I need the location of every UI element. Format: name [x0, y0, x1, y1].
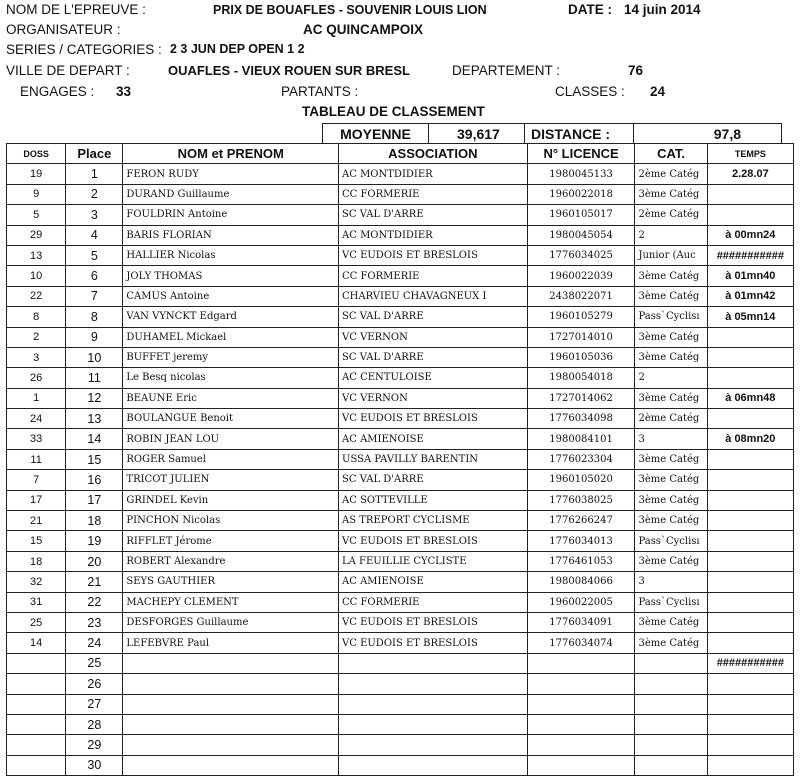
name-cell: VAN VYNCKT Edgard	[123, 307, 339, 327]
licence-cell: 1776034098	[527, 409, 635, 429]
place-cell: 14	[66, 429, 123, 449]
cat-cell	[635, 653, 707, 673]
association-cell: AC MONTDIDIER	[339, 225, 528, 245]
licence-cell	[527, 714, 635, 734]
temps-cell	[707, 531, 793, 551]
doss-cell: 15	[7, 531, 66, 551]
place-cell: 25	[66, 653, 123, 673]
name-cell	[123, 755, 339, 775]
table-row	[7, 551, 794, 571]
temps-cell	[707, 633, 793, 653]
association-cell: VC EUDOIS ET BRESLOIS	[339, 409, 528, 429]
cat-cell	[635, 694, 707, 714]
licence-cell: 1776034025	[527, 245, 635, 265]
doss-cell: 14	[7, 633, 66, 653]
licence-cell	[527, 674, 635, 694]
classes-label: CLASSES :	[555, 84, 625, 99]
doss-cell: 19	[7, 164, 66, 184]
doss-cell: 10	[7, 266, 66, 286]
licence-cell	[527, 653, 635, 673]
place-cell: 24	[66, 633, 123, 653]
organisateur-label: ORGANISATEUR :	[6, 22, 121, 37]
cat-cell: 3ème Catég	[635, 184, 707, 204]
doss-cell	[7, 735, 66, 755]
cat-cell: 3ème Catég	[635, 347, 707, 367]
temps-cell	[707, 714, 793, 734]
name-cell: DURAND Guillaume	[123, 184, 339, 204]
cat-cell: 3ème Catég	[635, 470, 707, 490]
name-cell: ROGER Samuel	[123, 449, 339, 469]
doss-cell: 24	[7, 409, 66, 429]
doss-cell	[7, 694, 66, 714]
licence-cell: 1960022039	[527, 266, 635, 286]
licence-cell: 1727014010	[527, 327, 635, 347]
table-row	[7, 653, 794, 673]
name-cell	[123, 653, 339, 673]
doss-cell: 3	[7, 347, 66, 367]
licence-cell: 1980045054	[527, 225, 635, 245]
table-row	[7, 409, 794, 429]
licence-cell: 1980045133	[527, 164, 635, 184]
table-row	[7, 470, 794, 490]
cat-cell: 2ème Catég	[635, 164, 707, 184]
temps-cell	[707, 347, 793, 367]
temps-cell	[707, 409, 793, 429]
name-cell: HALLIER Nicolas	[123, 245, 339, 265]
place-cell: 3	[66, 205, 123, 225]
cat-cell: 2ème Catég	[635, 205, 707, 225]
temps-cell	[707, 449, 793, 469]
place-cell: 19	[66, 531, 123, 551]
col-cat: CAT.	[635, 144, 707, 164]
temps-cell: à 01mn40	[707, 266, 793, 286]
cat-cell: 3	[635, 429, 707, 449]
table-row	[7, 511, 794, 531]
doss-cell: 21	[7, 511, 66, 531]
cat-cell	[635, 714, 707, 734]
place-cell: 2	[66, 184, 123, 204]
epreuve-value: PRIX DE BOUAFLES - SOUVENIR LOUIS LION	[213, 3, 487, 17]
table-row	[7, 490, 794, 510]
series-label: SERIES / CATEGORIES :	[6, 42, 162, 57]
temps-cell: à 01mn42	[707, 286, 793, 306]
licence-cell: 1960105020	[527, 470, 635, 490]
table-row	[7, 572, 794, 592]
name-cell: LEFEBVRE Paul	[123, 633, 339, 653]
place-cell: 17	[66, 490, 123, 510]
place-cell: 13	[66, 409, 123, 429]
association-cell	[339, 674, 528, 694]
temps-cell	[707, 592, 793, 612]
doss-cell: 18	[7, 551, 66, 571]
association-cell: CC FORMERIE	[339, 184, 528, 204]
cat-cell: 2ème Catég	[635, 409, 707, 429]
temps-cell: à 05mn14	[707, 307, 793, 327]
licence-cell: 2438022071	[527, 286, 635, 306]
name-cell: CAMUS Antoine	[123, 286, 339, 306]
doss-cell: 2	[7, 327, 66, 347]
licence-cell: 1960105017	[527, 205, 635, 225]
place-cell: 28	[66, 714, 123, 734]
temps-cell	[707, 205, 793, 225]
association-cell: AC CENTULOISE	[339, 368, 528, 388]
name-cell: MACHEPY CLEMENT	[123, 592, 339, 612]
name-cell: FOULDRIN Antoine	[123, 205, 339, 225]
col-licence: N° LICENCE	[527, 144, 635, 164]
departement-value: 76	[628, 63, 644, 78]
cat-cell: 3ème Catég	[635, 327, 707, 347]
association-cell: SC VAL D'ARRE	[339, 307, 528, 327]
licence-cell: 1776038025	[527, 490, 635, 510]
association-cell: VC EUDOIS ET BRESLOIS	[339, 245, 528, 265]
association-cell: AC AMIENOISE	[339, 572, 528, 592]
licence-cell: 1727014062	[527, 388, 635, 408]
organisateur-value: AC QUINCAMPOIX	[303, 22, 424, 37]
licence-cell: 1960022018	[527, 184, 635, 204]
temps-cell: à 08mn20	[707, 429, 793, 449]
place-cell: 15	[66, 449, 123, 469]
table-row	[7, 327, 794, 347]
temps-cell	[707, 511, 793, 531]
cat-cell: 2	[635, 225, 707, 245]
results-body	[7, 164, 794, 776]
name-cell	[123, 735, 339, 755]
place-cell: 7	[66, 286, 123, 306]
name-cell	[123, 714, 339, 734]
name-cell: BEAUNE Eric	[123, 388, 339, 408]
doss-cell: 32	[7, 572, 66, 592]
place-cell: 1	[66, 164, 123, 184]
doss-cell: 17	[7, 490, 66, 510]
cat-cell	[635, 755, 707, 775]
cat-cell: 3ème Catég	[635, 490, 707, 510]
temps-cell: à 06mn48	[707, 388, 793, 408]
temps-cell: 2.28.07	[707, 164, 793, 184]
place-cell: 22	[66, 592, 123, 612]
temps-cell	[707, 368, 793, 388]
association-cell: VC EUDOIS ET BRESLOIS	[339, 531, 528, 551]
cat-cell: 3ème Catég	[635, 511, 707, 531]
name-cell: ROBERT Alexandre	[123, 551, 339, 571]
licence-cell: 1776461053	[527, 551, 635, 571]
place-cell: 12	[66, 388, 123, 408]
name-cell: Le Besq nicolas	[123, 368, 339, 388]
name-cell: BUFFET jeremy	[123, 347, 339, 367]
table-row	[7, 388, 794, 408]
distance-value: 97,8	[713, 125, 741, 142]
doss-cell: 29	[7, 225, 66, 245]
association-cell: USSA PAVILLY BARENTIN	[339, 449, 528, 469]
table-row	[7, 245, 794, 265]
association-cell: LA FEUILLIE CYCLISTE	[339, 551, 528, 571]
doss-cell: 8	[7, 307, 66, 327]
epreuve-label: NOM DE L'EPREUVE :	[6, 2, 146, 17]
association-cell: AC MONTDIDIER	[339, 164, 528, 184]
doss-cell	[7, 653, 66, 673]
association-cell	[339, 735, 528, 755]
table-row	[7, 429, 794, 449]
licence-cell	[527, 735, 635, 755]
col-doss: DOSS	[7, 144, 66, 164]
licence-cell: 1776034074	[527, 633, 635, 653]
date-label: DATE :	[568, 2, 612, 17]
name-cell	[123, 694, 339, 714]
table-row	[7, 592, 794, 612]
temps-cell: ###########	[707, 653, 793, 673]
table-row	[7, 674, 794, 694]
name-cell: BOULANGUE Benoit	[123, 409, 339, 429]
association-cell: VC VERNON	[339, 388, 528, 408]
name-cell	[123, 674, 339, 694]
association-cell	[339, 653, 528, 673]
association-cell	[339, 755, 528, 775]
table-row	[7, 205, 794, 225]
cat-cell: 3ème Catég	[635, 449, 707, 469]
temps-cell: ###########	[707, 245, 793, 265]
temps-cell	[707, 674, 793, 694]
moyenne-value: 39,617	[429, 124, 525, 143]
association-cell: VC EUDOIS ET BRESLOIS	[339, 612, 528, 632]
col-temps: TEMPS	[707, 144, 793, 164]
temps-cell	[707, 694, 793, 714]
association-cell: AC AMIENOISE	[339, 429, 528, 449]
temps-cell	[707, 184, 793, 204]
cat-cell: Pass`Cyclisı	[635, 531, 707, 551]
temps-cell: à 00mn24	[707, 225, 793, 245]
name-cell: TRICOT JULIEN	[123, 470, 339, 490]
doss-cell: 1	[7, 388, 66, 408]
table-row	[7, 449, 794, 469]
cat-cell: Pass`Cyclisı	[635, 307, 707, 327]
table-row	[7, 347, 794, 367]
licence-cell: 1960022005	[527, 592, 635, 612]
temps-cell	[707, 327, 793, 347]
place-cell: 23	[66, 612, 123, 632]
col-name: NOM et PRENOM	[123, 144, 339, 164]
partants-label: PARTANTS :	[281, 84, 359, 99]
series-value: 2 3 JUN DEP OPEN 1 2	[170, 42, 305, 56]
association-cell: VC VERNON	[339, 327, 528, 347]
licence-cell: 1776023304	[527, 449, 635, 469]
place-cell: 6	[66, 266, 123, 286]
moyenne-label: MOYENNE	[323, 124, 429, 143]
place-cell: 18	[66, 511, 123, 531]
distance-label: DISTANCE :	[525, 124, 634, 143]
doss-cell: 26	[7, 368, 66, 388]
association-cell: SC VAL D'ARRE	[339, 205, 528, 225]
cat-cell: 2	[635, 368, 707, 388]
name-cell: BARIS FLORIAN	[123, 225, 339, 245]
table-header-row	[7, 144, 794, 164]
doss-cell: 11	[7, 449, 66, 469]
place-cell: 5	[66, 245, 123, 265]
cat-cell	[635, 674, 707, 694]
engages-value: 33	[116, 84, 132, 99]
licence-cell: 1980084066	[527, 572, 635, 592]
place-cell: 8	[66, 307, 123, 327]
place-cell: 21	[66, 572, 123, 592]
cat-cell: 3ème Catég	[635, 388, 707, 408]
table-row	[7, 531, 794, 551]
temps-cell	[707, 735, 793, 755]
ville-value: OUAFLES - VIEUX ROUEN SUR BRESL	[168, 63, 410, 78]
association-cell: AC SOTTEVILLE	[339, 490, 528, 510]
date-value: 14 juin 2014	[624, 2, 701, 17]
licence-cell: 1980084101	[527, 429, 635, 449]
doss-cell: 13	[7, 245, 66, 265]
licence-cell: 1960105279	[527, 307, 635, 327]
table-row	[7, 735, 794, 755]
cat-cell: 3ème Catég	[635, 266, 707, 286]
place-cell: 10	[66, 347, 123, 367]
place-cell: 16	[66, 470, 123, 490]
cat-cell: Pass`Cyclisı	[635, 592, 707, 612]
doss-cell: 33	[7, 429, 66, 449]
table-row	[7, 164, 794, 184]
table-row	[7, 612, 794, 632]
name-cell: JOLY THOMAS	[123, 266, 339, 286]
licence-cell: 1776034091	[527, 612, 635, 632]
cat-cell: 3ème Catég	[635, 286, 707, 306]
temps-cell	[707, 612, 793, 632]
doss-cell	[7, 755, 66, 775]
place-cell: 26	[66, 674, 123, 694]
table-row	[7, 184, 794, 204]
tableau-title: TABLEAU DE CLASSEMENT	[302, 104, 485, 119]
classes-value: 24	[650, 84, 666, 99]
table-row	[7, 368, 794, 388]
place-cell: 29	[66, 735, 123, 755]
temps-cell	[707, 572, 793, 592]
association-cell: VC EUDOIS ET BRESLOIS	[339, 633, 528, 653]
doss-cell: 5	[7, 205, 66, 225]
name-cell: GRINDEL Kevin	[123, 490, 339, 510]
table-row	[7, 755, 794, 775]
doss-cell: 9	[7, 184, 66, 204]
doss-cell: 7	[7, 470, 66, 490]
licence-cell: 1776034013	[527, 531, 635, 551]
licence-cell	[527, 694, 635, 714]
table-row	[7, 286, 794, 306]
licence-cell	[527, 755, 635, 775]
association-cell: AS TREPORT CYCLISME	[339, 511, 528, 531]
name-cell: DUHAMEL Mickael	[123, 327, 339, 347]
table-row	[7, 266, 794, 286]
cat-cell: 3ème Catég	[635, 633, 707, 653]
doss-cell: 25	[7, 612, 66, 632]
temps-cell	[707, 490, 793, 510]
place-cell: 4	[66, 225, 123, 245]
licence-cell: 1980054018	[527, 368, 635, 388]
temps-cell	[707, 551, 793, 571]
engages-label: ENGAGES :	[20, 84, 95, 99]
summary-bar	[322, 123, 782, 144]
association-cell	[339, 694, 528, 714]
table-row	[7, 225, 794, 245]
cat-cell	[635, 735, 707, 755]
cat-cell: Junior (Auc	[635, 245, 707, 265]
place-cell: 20	[66, 551, 123, 571]
association-cell	[339, 714, 528, 734]
col-place: Place	[66, 144, 123, 164]
doss-cell	[7, 674, 66, 694]
name-cell: SEYS GAUTHIER	[123, 572, 339, 592]
cat-cell: 3ème Catég	[635, 612, 707, 632]
ville-label: VILLE DE DEPART :	[6, 63, 130, 78]
doss-cell	[7, 714, 66, 734]
name-cell: ROBIN JEAN LOU	[123, 429, 339, 449]
table-row	[7, 307, 794, 327]
association-cell: CC FORMERIE	[339, 592, 528, 612]
association-cell: CC FORMERIE	[339, 266, 528, 286]
departement-label: DEPARTEMENT :	[452, 63, 561, 78]
cat-cell: 3ème Catég	[635, 551, 707, 571]
results-table	[6, 143, 794, 776]
name-cell: FERON RUDY	[123, 164, 339, 184]
table-row	[7, 714, 794, 734]
place-cell: 9	[66, 327, 123, 347]
col-association: ASSOCIATION	[339, 144, 528, 164]
association-cell: CHARVIEU CHAVAGNEUX I	[339, 286, 528, 306]
cat-cell: 3	[635, 572, 707, 592]
name-cell: RIFFLET Jérome	[123, 531, 339, 551]
name-cell: PINCHON Nicolas	[123, 511, 339, 531]
doss-cell: 31	[7, 592, 66, 612]
table-row	[7, 633, 794, 653]
table-row	[7, 694, 794, 714]
temps-cell	[707, 755, 793, 775]
doss-cell: 22	[7, 286, 66, 306]
association-cell: SC VAL D'ARRE	[339, 347, 528, 367]
licence-cell: 1776266247	[527, 511, 635, 531]
place-cell: 11	[66, 368, 123, 388]
name-cell: DESFORGES Guillaume	[123, 612, 339, 632]
place-cell: 27	[66, 694, 123, 714]
place-cell: 30	[66, 755, 123, 775]
association-cell: SC VAL D'ARRE	[339, 470, 528, 490]
temps-cell	[707, 470, 793, 490]
licence-cell: 1960105036	[527, 347, 635, 367]
